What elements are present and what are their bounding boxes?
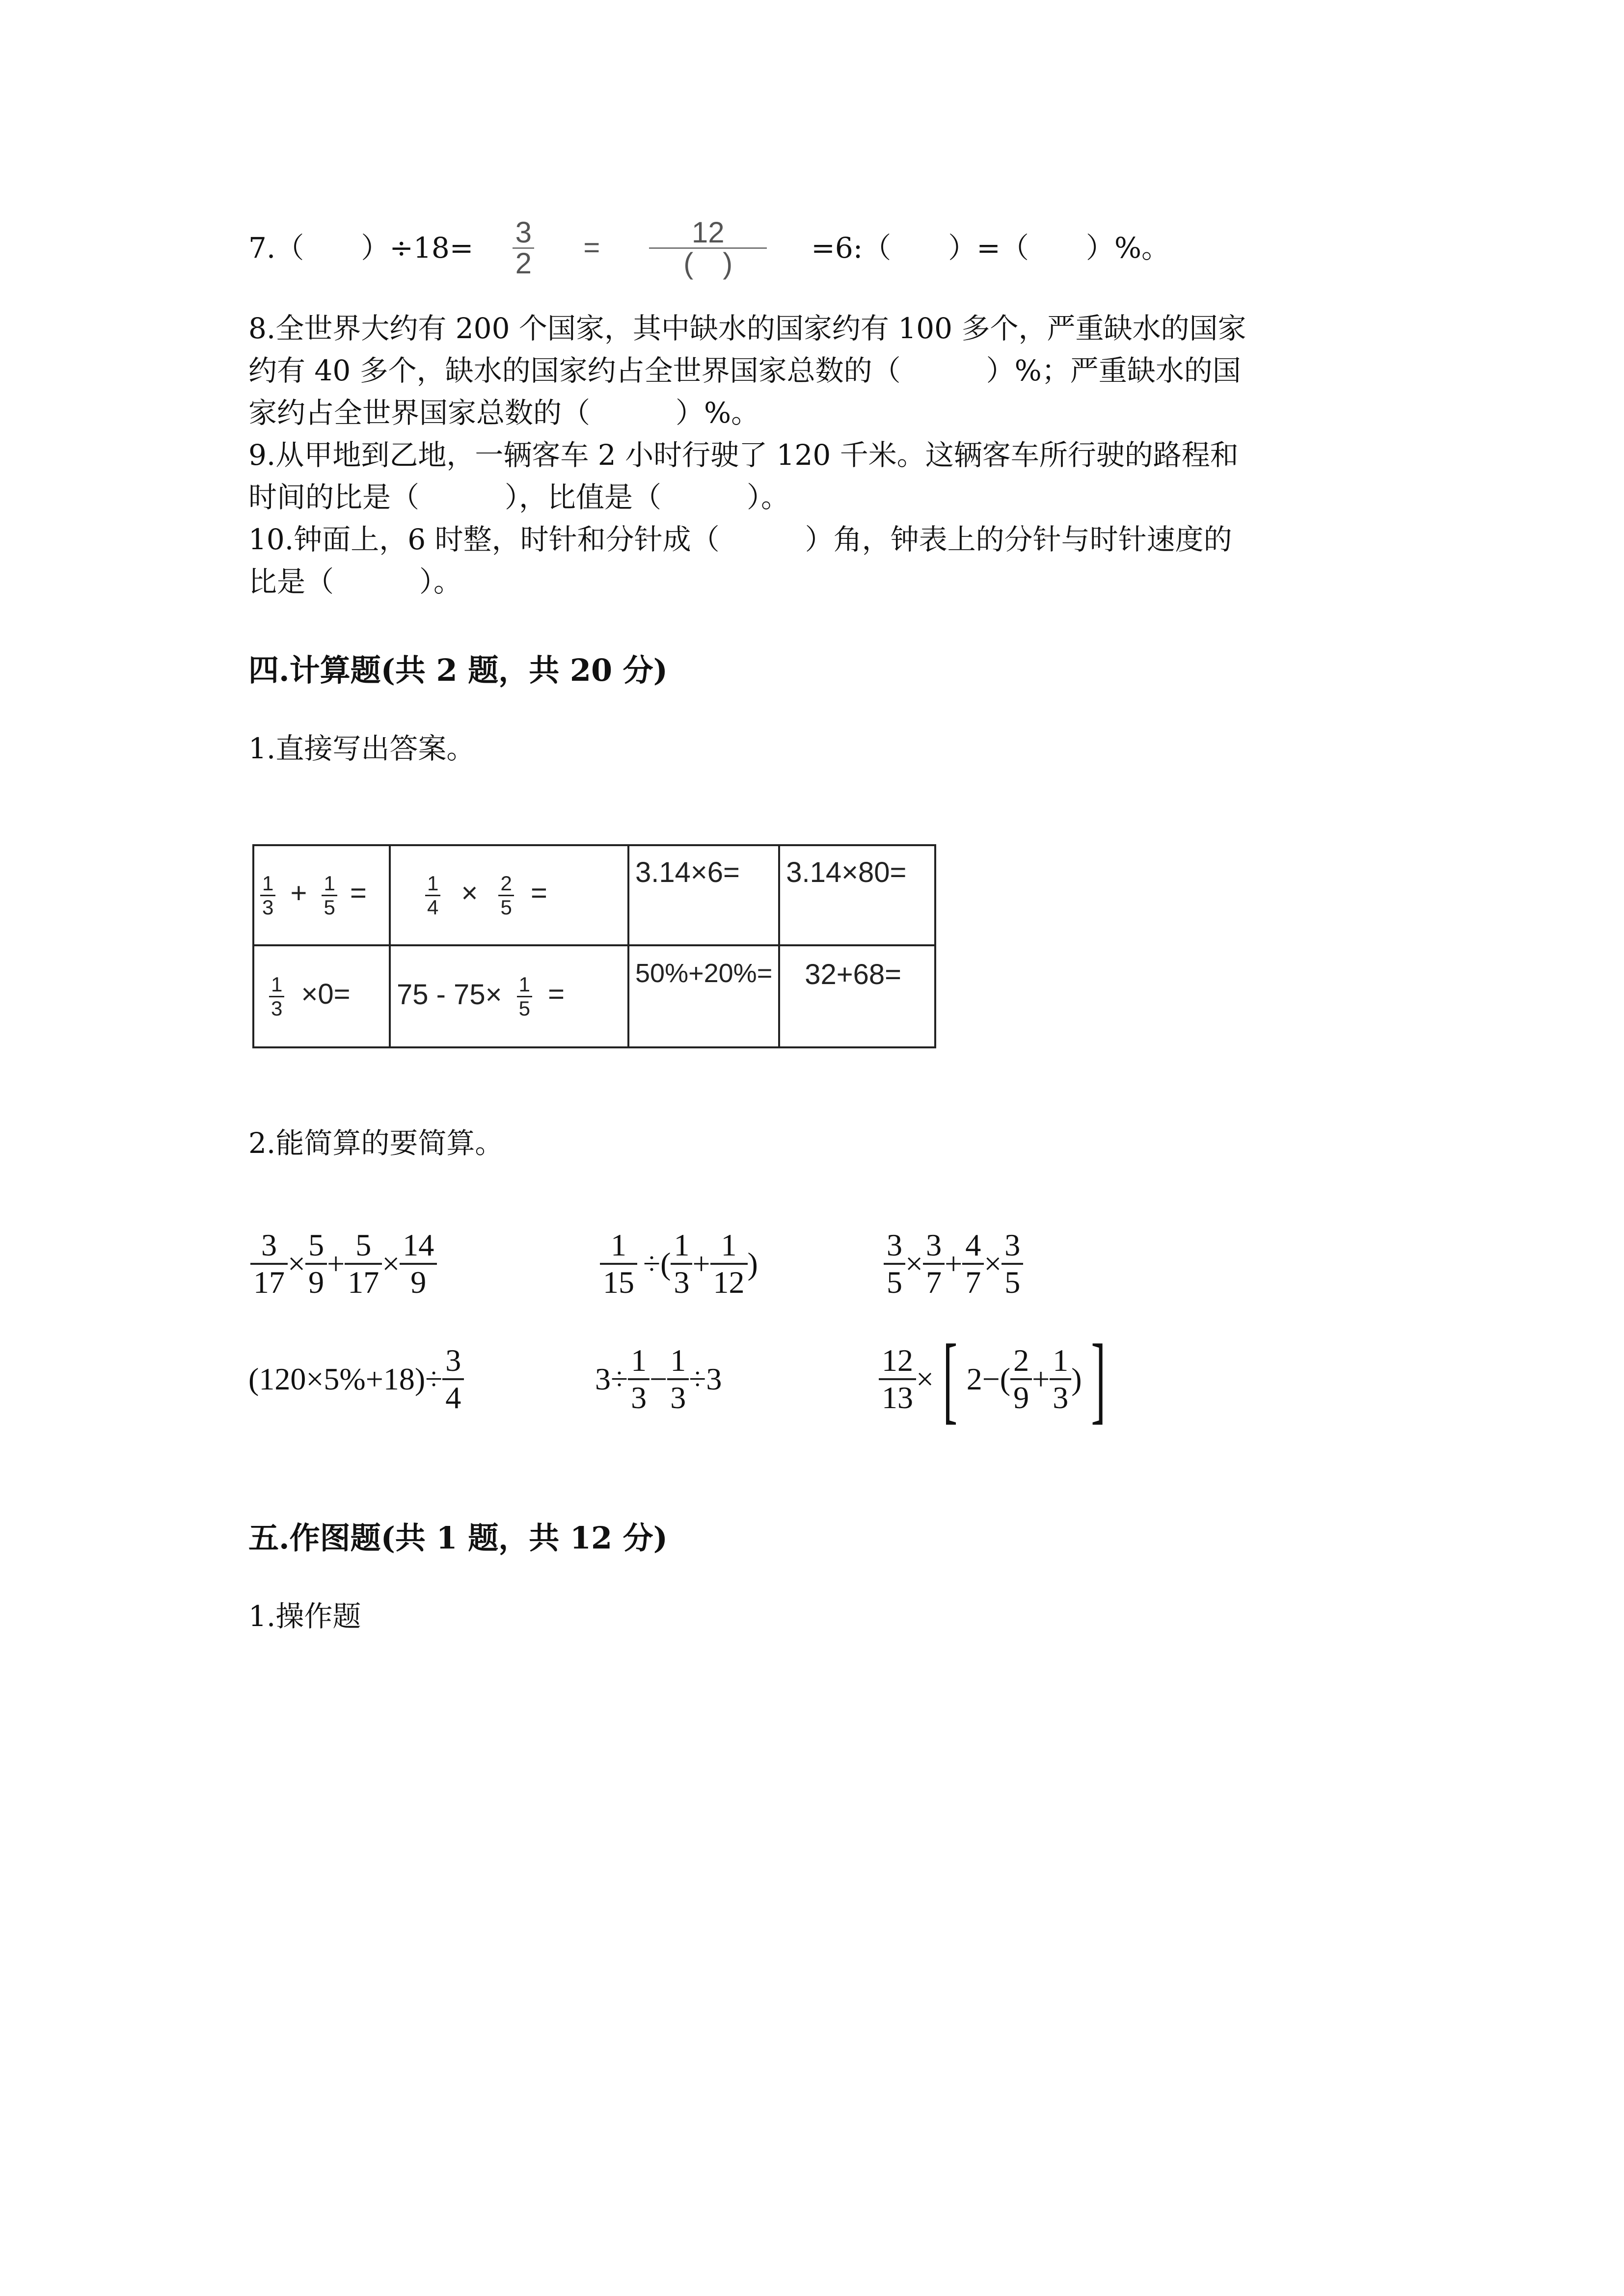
fraction: $\frac{3}{5}$ [884,1228,905,1300]
fraction: $\frac{3}{5}$ [1001,1228,1023,1300]
expression-3 [884,1227,1023,1301]
fraction: $\frac{1}{3}$ [1050,1343,1071,1415]
table-cell: 75 - 75× $\frac{1}{5}$ = [390,945,628,1047]
plus-sign: + [945,1246,963,1281]
q8-line-1: 8.全世界大约有 200 个国家，其中缺水的国家约有 100 多个，严重缺水的国家 [248,312,1246,345]
fraction: $\frac{1}{4}$ [425,872,440,919]
divide-sign: ÷( [643,1246,671,1281]
expression-5: 3÷ $\frac{1}{3}$ − $\frac{1}{3}$ ÷3 [595,1343,722,1415]
right-bracket: ] [1090,1325,1106,1433]
table-cell: $\frac{1}{3}$ + $\frac{1}{5}$ = [253,845,390,945]
table-row [253,945,935,1047]
question-9 [248,434,1239,518]
fraction: $\frac{1}{3}$ [269,973,284,1020]
times-sign: × [984,1246,1002,1281]
q9-line-2: 时间的比是（ ），比值是（ ）。 [248,481,790,514]
fraction: $\frac{1}{5}$ [517,973,532,1020]
close-paren: ) [1071,1362,1082,1396]
table-row [253,845,935,945]
table-cell: $\frac{1}{3}$ ×0= [253,945,390,1047]
table-cell: 32+68= [779,945,935,1047]
section-4-question-2: 2.能简算的要简算。 [248,1126,504,1160]
q7-prefix: 7.（ ）÷18= [248,231,474,265]
question-7 [248,211,1170,285]
plus-sign: + [692,1246,710,1281]
fraction: $\frac{2}{5}$ [498,872,514,919]
q7-fraction-2: $\frac{12}{( )}$ [649,218,767,278]
table-cell: 3.14×6= [628,845,779,945]
q10-line-2: 比是（ ）。 [248,565,462,598]
fraction: $\frac{2}{9}$ [1010,1343,1032,1415]
expression-6: $\frac{12}{13}$ × [ 2−( $\frac{2}{9}$ + $\frac{1}{3}$ ) ] [879,1335,1114,1423]
section-4-question-1: 1.直接写出答案。 [248,732,475,765]
direct-answer-table [252,844,936,1048]
fraction: $\frac{4}{7}$ [962,1228,984,1300]
q7-fraction-1: $\frac{3}{2}$ [513,218,534,278]
times-sign: × [382,1246,400,1281]
fraction: $\frac{1}{3}$ [260,872,275,919]
times-sign: × [288,1246,306,1281]
section-5-title: 五.作图题(共 1 题，共 12 分) [248,1520,668,1556]
fraction: $\frac{3}{7}$ [923,1228,945,1300]
question-8 [248,307,1246,434]
q10-line-1: 10.钟面上，6 时整，时针和分针成（ ）角，钟表上的分针与时针速度的 [248,523,1232,556]
times-sign: × [905,1246,923,1281]
fraction: $\frac{3}{17}$ [250,1228,288,1300]
fraction: $\frac{3}{4}$ [442,1343,464,1415]
fraction: $\frac{1}{3}$ [671,1228,692,1300]
table-cell: 3.14×80= [779,845,935,945]
fraction: $\frac{1}{3}$ [628,1343,650,1415]
fraction: $\frac{1}{3}$ [667,1343,689,1415]
left-bracket: [ [943,1325,958,1433]
section-4-title: 四.计算题(共 2 题，共 20 分) [248,652,668,688]
plus-sign: + [1032,1362,1050,1396]
q9-line-1: 9.从甲地到乙地，一辆客车 2 小时行驶了 120 千米。这辆客车所行驶的路程和 [248,438,1239,472]
fraction: $\frac{14}{9}$ [400,1228,437,1300]
plus-sign: + [327,1246,345,1281]
fraction: $\frac{1}{12}$ [710,1228,748,1300]
expression-1 [250,1227,437,1301]
q7-suffix: =6:（ ）=（ ）%。 [811,231,1170,265]
q8-line-3: 家约占全世界国家总数的（ ）%。 [248,396,760,429]
expression-2 [600,1227,758,1301]
q7-equals: = [583,232,600,264]
fraction: $\frac{5}{9}$ [305,1228,327,1300]
fraction: $\frac{12}{13}$ [879,1343,916,1415]
table-cell: $\frac{1}{4}$ × $\frac{2}{5}$ = [390,845,628,945]
section-5-question-1: 1.操作题 [248,1600,361,1633]
fraction: $\frac{1}{5}$ [322,872,337,919]
q8-line-2: 约有 40 多个，缺水的国家约占全世界国家总数的（ ）%；严重缺水的国 [248,354,1241,387]
close-paren: ) [747,1246,758,1281]
fraction: $\frac{5}{17}$ [345,1228,382,1300]
question-10 [248,518,1232,603]
table-cell: 50%+20%= [628,945,779,1047]
expression-4: (120×5%+18)÷ $\frac{3}{4}$ [248,1340,464,1418]
times-sign: × [916,1362,934,1396]
fraction: $\frac{1}{15}$ [600,1228,637,1300]
